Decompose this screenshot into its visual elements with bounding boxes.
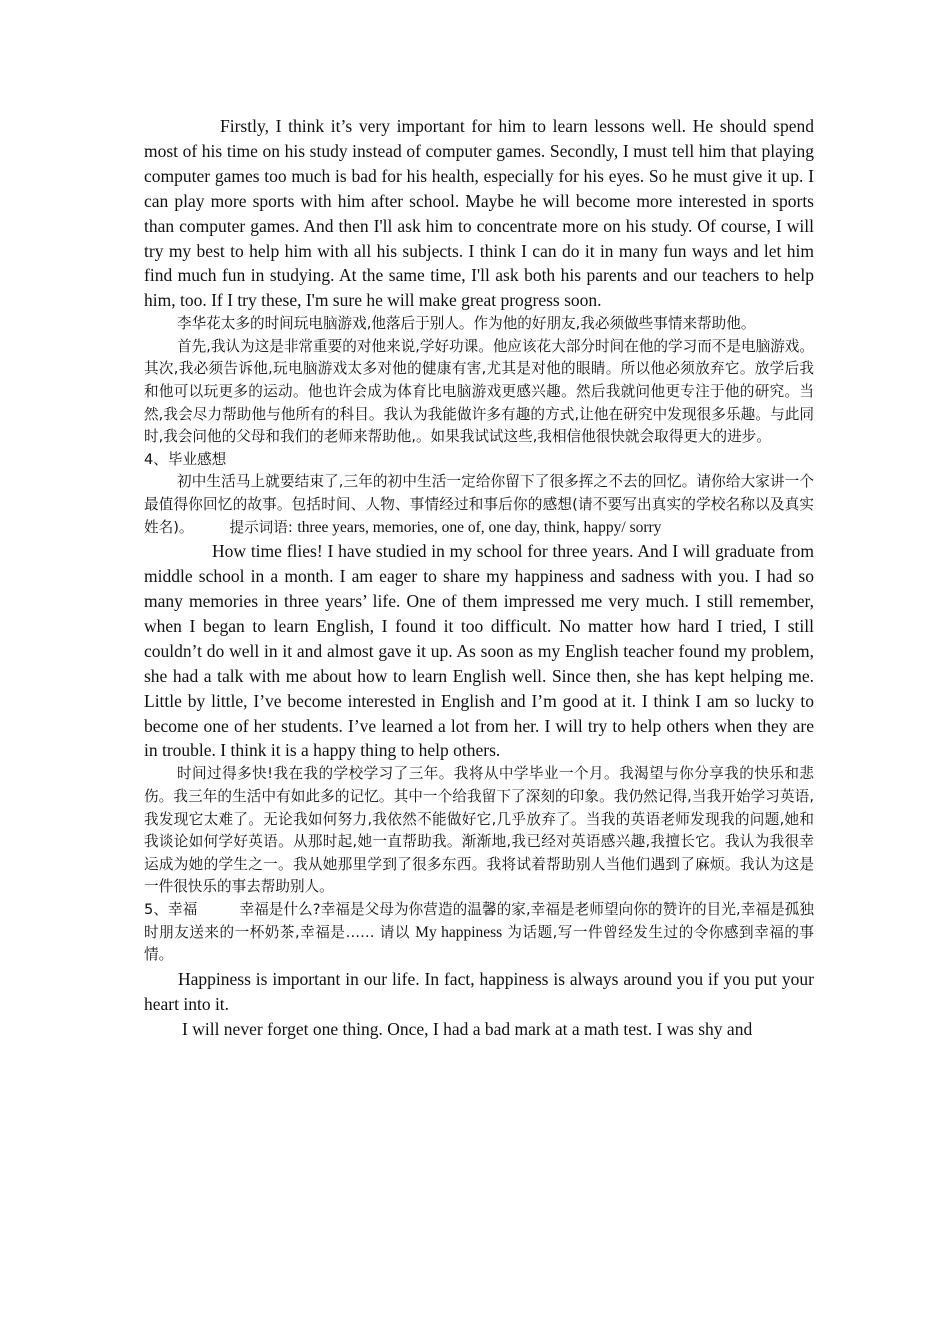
section-5-prompt-text-b: 为话题,写一件曾经发生过的令你感到幸福的事情。 [144,923,815,964]
section-4-prompt [144,471,814,539]
translation-paragraph-firstly: 首先,我认为这是非常重要的对他来说,学好功课。他应该花大部分时间在他的学习而不是电脑游戏。其次,我必须告诉他,玩电脑游戏太多对他的健康有害,尤其是对他的眼睛。所以他必须放弃它。放学后我和他可以玩更多的运动。他也许会成为体育比电脑游戏更感兴趣。然后我就问他更专注于他的研究。当然,我会尽力帮助他与他所有的科目。我认为我能做许多有趣的方式,让他在研究中发现很多乐趣。与此同时,我会问他的父母和我们的老师来帮助他,。如果我试试这些,我相信他很快就会取得更大的进步。 [144,337,814,446]
section-4-essay-en: How time flies! I have studied in my school for three years. And I will graduate from middle school in a month. I am eager to share my happiness and sadness with you. I had so many memories in three years’ life. One of them impressed me very much. I still remember, when I began to learn English, I found it too difficult. No matter how hard I tried, I still couldn’t do well in it and almost gave it up. As soon as my English teacher found my problem, she had a talk with me about how to learn English well. Since then, she has kept helping me. Little by little, I’ve become interested in English and I’m good at it. I think I am so lucky to become one of her students. I’ve learned a lot from her. I will try to help others when they are in trouble. I think it is a happy thing to help others. [144,541,814,761]
section-5-prompt-text-a: 幸福是什么?幸福是父母为你营造的温馨的家,幸福是老师望向你的赞许的目光,幸福是孤独时朋友送来的一杯奶茶,幸福是…… 请以 [144,900,814,941]
section-5-prompt [144,899,814,967]
section-4-hint-words: three years, memories, one of, one day, think, happy/ sorry [297,518,662,536]
section-5-essay-p1: Happiness is important in our life. In fact, happiness is always around you if you put your heart into it. [144,968,814,1014]
section-5-heading: 5、幸福 [144,900,198,918]
document-page [144,114,814,1041]
essay-paragraph-firstly: Firstly, I think it’s very important for him to learn lessons well. He should spend most of his time on his study instead of computer games. Secondly, I must tell him that playing computer games too much is bad for his health, especially for his eyes. So he must give it up. I can play more sports with him after school. Maybe he will become more interested in sports than computer games. And then I'll ask him to concentrate more on his study. Of course, I will try my best to help him with all his subjects. I think I can do it in many fun ways and let him find much fun in studying. At the same time, I'll ask both his parents and our teachers to help him, too. If I try these, I'm sure he will make great progress soon. [144,116,814,311]
section-5-topic: My happiness [415,923,503,941]
section-4-essay-zh: 时间过得多快!我在我的学校学习了三年。我将从中学毕业一个月。我渴望与你分享我的快乐和悲伤。我三年的生活中有如此多的记忆。其中一个给我留下了深刻的印象。我仍然记得,当我开始学习英语,我发现它太难了。无论我如何努力,我依然不能做好它,几乎放弃了。当我的英语老师发现我的问题,她和我谈论如何学好英语。从那时起,她一直帮助我。渐渐地,我已经对英语感兴趣,我擅长它。我认为我很幸运成为她的学生之一。我从她那里学到了很多东西。我将试着帮助别人当他们遇到了麻烦。我认为这是一件很快乐的事去帮助别人。 [144,765,814,896]
section-4-hint-label: 提示词语: [229,518,293,536]
section-5-essay-p2: I will never forget one thing. Once, I had a bad mark at a math test. I was shy and [182,1018,753,1039]
translation-paragraph-intro: 李华花太多的时间玩电脑游戏,他落后于别人。作为他的好朋友,我必须做些事情来帮助他。 [177,315,756,333]
section-4-heading: 4、毕业感想 [144,450,227,468]
section-4-prompt-text: 初中生活马上就要结束了,三年的初中生活一定给你留下了很多挥之不去的回忆。请你给大家讲一个最值得你回忆的故事。包括时间、人物、事情经过和事后你的感想(请不要写出真实的学校名称以及真实姓名)。 [144,473,814,536]
